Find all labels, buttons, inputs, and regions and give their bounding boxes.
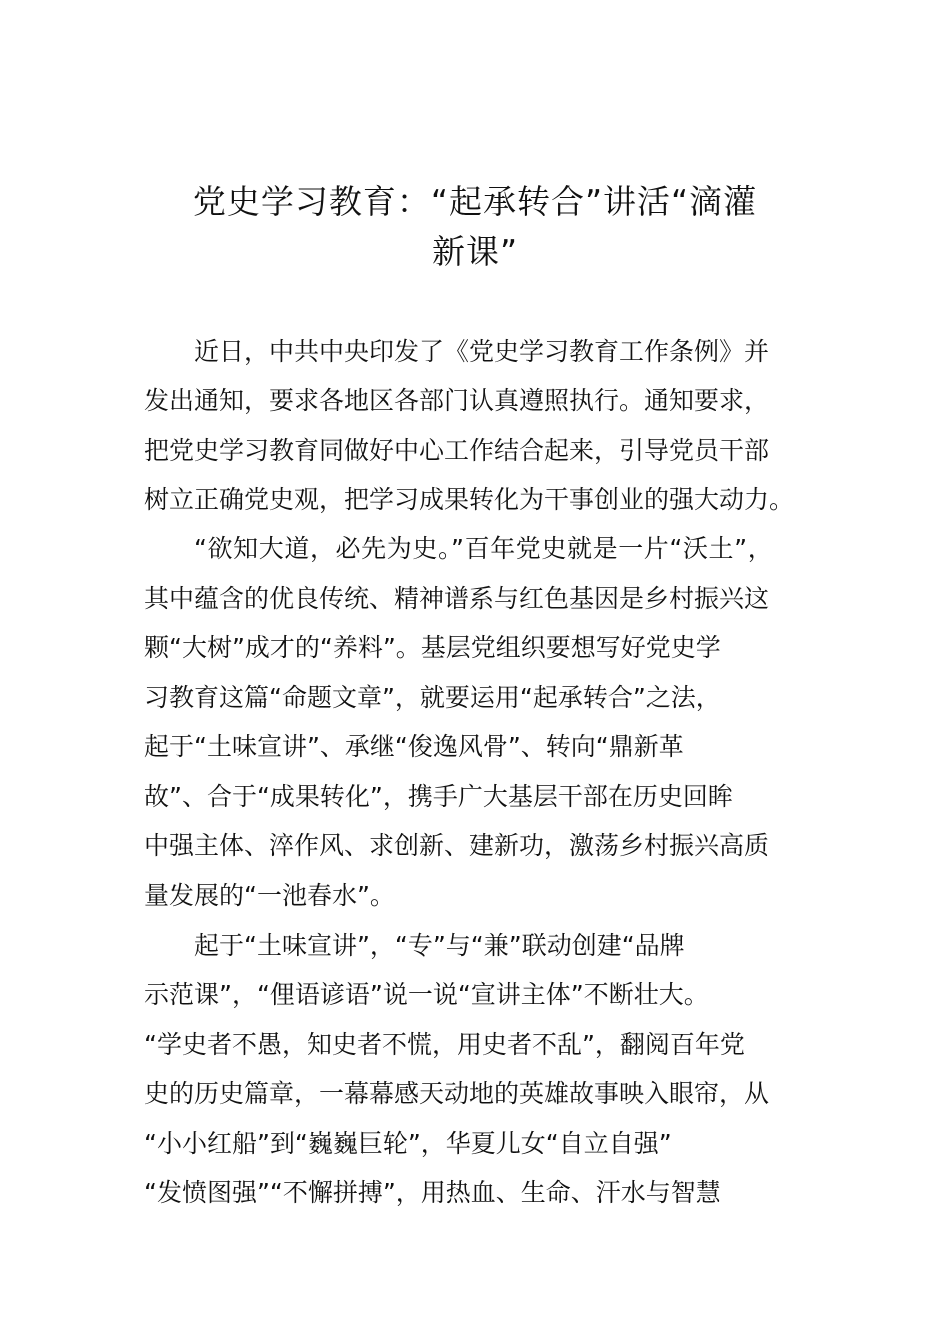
paragraph-3-line-6: “发愤图强”“不懈拼搏”，用热血、生命、汗水与智慧 [144, 1178, 721, 1207]
paragraph-2-line-7: 中强主体、淬作风、求创新、建新功，激荡乡村振兴高质 [144, 831, 770, 860]
paragraph-2-line-1: “欲知大道，必先为史。”百年党史就是一片“沃土”， [194, 534, 774, 563]
paragraph-2-line-4: 习教育这篇“命题文章”，就要运用“起承转合”之法， [144, 683, 721, 712]
paragraph-1-line-1: 近日，中共中央印发了《党史学习教育工作条例》并 [194, 337, 770, 366]
paragraph-3-line-3: “学史者不愚，知史者不慌，用史者不乱”，翻阅百年党 [144, 1030, 745, 1059]
document-title-line-1: 党史学习教育：“起承转合”讲活“滴灌 [192, 182, 758, 221]
paragraph-2-line-6: 故”、合于“成果转化”，携手广大基层干部在历史回眸 [144, 782, 733, 811]
paragraph-1-line-4: 树立正确党史观，把学习成果转化为干事创业的强大动力。 [144, 485, 795, 514]
paragraph-2-line-2: 其中蕴含的优良传统、精神谱系与红色基因是乡村振兴这 [144, 584, 770, 613]
paragraph-3-line-5: “小小红船”到“巍巍巨轮”，华夏儿女“自立自强” [144, 1129, 672, 1158]
paragraph-3-line-1: 起于“土味宣讲”，“专”与“兼”联动创建“品牌 [194, 931, 685, 960]
paragraph-1-line-3: 把党史学习教育同做好中心工作结合起来，引导党员干部 [144, 436, 770, 465]
paragraph-2-line-3: 颗“大树”成才的“养料”。基层党组织要想写好党史学 [144, 633, 721, 662]
document-title-line-2: 新课” [431, 232, 519, 271]
paragraph-3-line-2: 示范课”，“俚语谚语”说一说“宣讲主体”不断壮大。 [144, 980, 709, 1009]
paragraph-2-line-5: 起于“土味宣讲”、承继“俊逸风骨”、转向“鼎新革 [144, 732, 684, 761]
paragraph-3-line-4: 史的历史篇章，一幕幕感天动地的英雄故事映入眼帘，从 [144, 1079, 770, 1108]
paragraph-2-line-8: 量发展的“一池春水”。 [144, 881, 395, 910]
paragraph-1-line-2: 发出通知，要求各地区各部门认真遵照执行。通知要求， [144, 386, 770, 415]
